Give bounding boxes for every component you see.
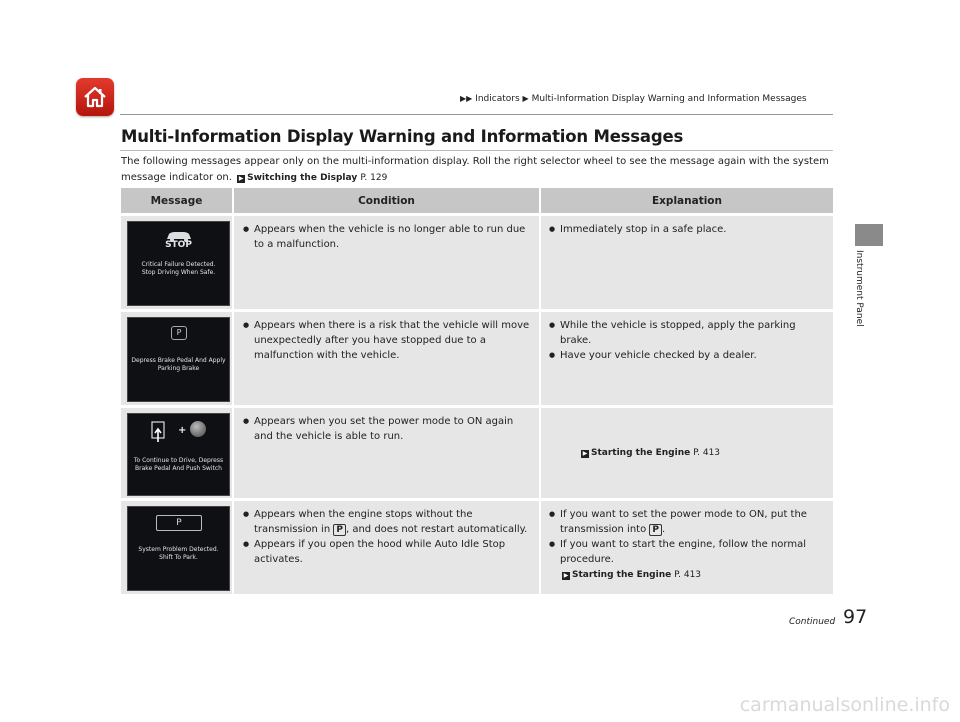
park-key-icon: P [333,524,346,536]
plus-icon: + [178,425,187,436]
breadcrumb-item-current: Multi-Information Display Warning and Information Messages [531,94,807,104]
screen-text-line: Stop Driving When Safe. [141,269,216,276]
side-label-text: Instrument Panel [854,250,864,327]
message-image-cell [121,309,234,405]
condition-item: ● Appears when there is a risk that the vehicle will move unexpectedly after you have stopped due to a malfunction with the vehicle. [243,318,533,363]
title-divider [120,150,833,151]
watermark: carmanualsonline.info [739,694,950,716]
explanation-cell [541,405,833,498]
explanation-cell [541,498,833,594]
explanation-xref-link[interactable] [560,568,825,583]
xref-page: P. 129 [360,173,388,183]
power-switch-icon [190,421,206,437]
breadcrumb-item-indicators[interactable]: Indicators [475,94,520,104]
xref-label: Starting the Engine [591,448,691,458]
xref-page: P. 413 [674,570,702,580]
condition-cell [234,213,541,309]
home-icon [82,84,108,110]
intro-xref-link[interactable] [235,172,387,183]
screen-text-line: Critical Failure Detected. [141,261,216,268]
intro-paragraph [121,154,833,186]
condition-item: ● Appears when the vehicle is no longer able to run due to a malfunction. [243,222,533,252]
message-image-cell [121,498,234,594]
explanation-item: ● Have your vehicle checked by a dealer. [549,348,825,363]
brake-pedal-icon [150,420,172,444]
breadcrumb [460,94,807,104]
column-header-message: Message [121,188,234,213]
display-screen-image [127,317,230,402]
message-image-cell [121,405,234,498]
screen-text-line: Shift To Park. [159,554,198,561]
park-gear-icon: P [156,515,202,531]
table-row [121,405,833,498]
parking-brake-icon: P [171,326,187,340]
condition-item: ● Appears when you set the power mode to ON again and the vehicle is able to run. [243,414,533,444]
xref-arrow-icon: ▶ [582,450,588,457]
table-row [121,309,833,405]
xref-arrow-icon: ▶ [563,572,569,579]
section-side-label [852,250,866,340]
page-number: 97 [843,606,868,628]
explanation-item: ● If you want to start the engine, follow the normal procedure. ▶ Starting the Engine P. 413 [549,537,825,583]
messages-table [121,188,833,594]
intro-text: The following messages appear only on the multi-information display. Roll the right selector wheel to see the message again with the system message indicator on. [121,156,829,183]
display-screen-image [127,506,230,591]
screen-text-line: Parking Brake [157,365,200,372]
condition-item: ● Appears if you open the hood while Auto Idle Stop activates. [243,537,533,567]
screen-text-line: System Problem Detected. [138,546,219,553]
screen-text-line: Depress Brake Pedal And Apply [131,357,226,364]
screen-text-line: Brake Pedal And Push Switch [135,465,222,472]
table-row [121,213,833,309]
condition-cell [234,309,541,405]
table-row [121,498,833,594]
condition-cell [234,498,541,594]
section-tab [855,224,883,246]
page-title: Multi-Information Display Warning and Information Messages [121,127,684,146]
screen-text-line: To Continue to Drive, Depress [133,457,224,464]
screen-stop-text: STOP [165,240,192,250]
explanation-cell [541,213,833,309]
home-button[interactable] [76,78,114,116]
explanation-cell [541,309,833,405]
explanation-item: ● If you want to set the power mode to ON, put the transmission into P . [549,507,825,537]
column-header-condition: Condition [234,188,541,213]
explanation-item: ● While the vehicle is stopped, apply the parking brake. [549,318,825,348]
column-header-explanation: Explanation [541,188,833,213]
header-divider [120,114,833,115]
continued-note: Continued [789,617,836,627]
xref-arrow-icon: ▶ [238,175,244,182]
display-screen-image [127,221,230,306]
explanation-item: ● Immediately stop in a safe place. [549,222,825,237]
message-image-cell [121,213,234,309]
xref-page: P. 413 [693,448,721,458]
xref-label: Starting the Engine [572,570,672,580]
condition-cell [234,405,541,498]
breadcrumb-arrow-icon: ▶ [522,94,529,103]
explanation-xref-link[interactable] [549,414,825,458]
park-key-icon: P [649,524,662,536]
xref-label: Switching the Display [247,173,358,183]
breadcrumb-arrow-icon: ▶▶ [460,94,473,103]
table-header-row [121,188,833,213]
condition-item: ● Appears when the engine stops without the transmission in P , and does not restart automatically. [243,507,533,537]
display-screen-image [127,413,230,496]
